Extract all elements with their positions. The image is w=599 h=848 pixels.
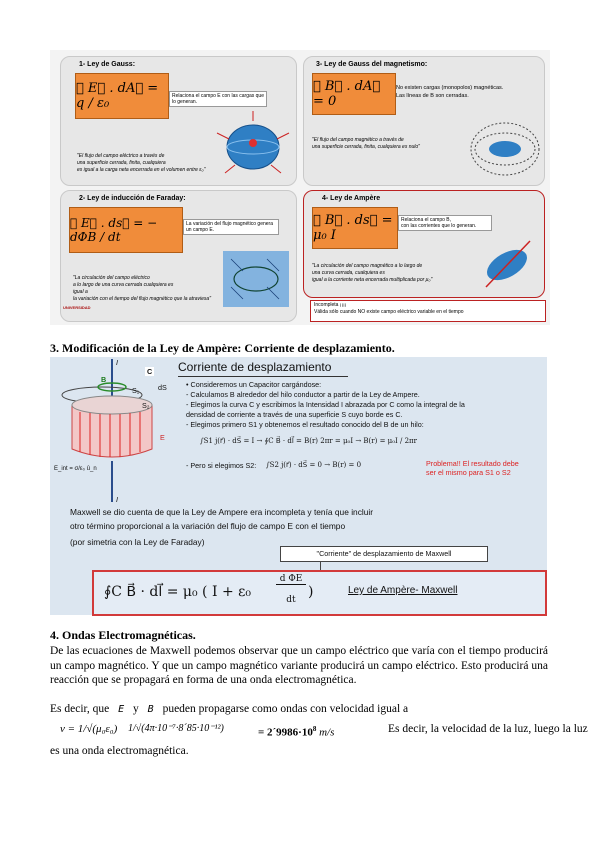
bullet-4: - Elegimos primero S1 y obtenemos el resultado conocido del B de un hilo:: [186, 420, 424, 429]
gauss-sphere-diagram: [211, 109, 293, 177]
ampere-warning-1: Incompleta ¡¡¡¡: [314, 302, 347, 308]
bullet-1: - Calculamos B alrededor del hilo conductor a partir de la Ley de Ampere.: [186, 390, 420, 399]
label-dS: dS: [158, 383, 167, 392]
gauss-law-card: [60, 56, 297, 186]
problem-line-1: Problema!! El resultado debe: [426, 459, 519, 468]
ampere-law-note: [398, 215, 492, 231]
velocity-value-main: = 2´9986·10: [258, 726, 313, 739]
gauss-magnetism-card: [303, 56, 545, 186]
capacitor-diagram: [50, 357, 180, 507]
gauss-law-quote-3: es igual a la carga neta encerrada en el volumen entre ε₀": [77, 167, 206, 173]
section-4-paragraph-2: [50, 702, 548, 718]
ampere-warning-box: [310, 300, 546, 322]
velocity-tail: Es decir, la velocidad de la luz, luego la luz: [388, 723, 588, 735]
section-3-heading: 3. Modificación de la Ley de Ampère: Corriente de desplazamiento.: [50, 341, 395, 355]
label-I-bottom: I: [116, 495, 118, 504]
equation-s2: ∫S2 j(r⃗) · dS⃗ = 0 → B(r) = 0: [266, 461, 362, 469]
p2-text-y: y: [133, 703, 139, 715]
gauss-magnetism-quote-2: una superficie cerrada, finita, cualquiera es nulo": [312, 144, 420, 150]
gauss-magnetism-title: 3- Ley de Gauss del magnetismo:: [316, 61, 428, 68]
gauss-law-note: Relaciona el campo E con las cargas que lo generan.: [169, 91, 267, 107]
ampere-loop-diagram: [476, 235, 538, 291]
maxwell-equations-figure: [50, 50, 550, 325]
gauss-law-quote-2: una superficie cerrada, finita, cualquiera: [77, 160, 166, 166]
p2-symbol-B: B: [147, 704, 154, 715]
label-B: B: [101, 375, 107, 384]
faraday-law-quote-3: igual a: [73, 289, 88, 295]
ampere-law-note-2: con las corrientes que lo generan.: [401, 223, 477, 229]
maxwell-line-1: Maxwell se dio cuenta de que la Ley de Ampere era incompleta y tenía que incluir: [70, 507, 374, 517]
fig2-title-underline: [178, 376, 348, 377]
label-E: E: [160, 433, 165, 442]
ampere-law-title: 4- Ley de Ampère: [322, 195, 381, 202]
ampere-law-quote-1: "La circulación del campo magnético a lo largo de: [312, 263, 423, 269]
velocity-equation-1: v = 1/√(μ₀ε₀): [60, 723, 118, 735]
ampere-maxwell-label: Ley de Ampère- Maxwell: [348, 585, 458, 596]
velocity-equation-2: 1/√(4π·10⁻⁷·8´85·10⁻¹²): [128, 723, 224, 734]
gauss-magnetism-note-1: No existen cargas (monopolos) magnéticas.: [396, 85, 504, 91]
final-equation-left: ∮C B⃗ · dl⃗ = μ₀ ( I + ε₀: [104, 584, 251, 600]
label-C: C: [147, 367, 153, 376]
faraday-law-note: La variación del flujo magnético genera un campo E.: [183, 219, 279, 235]
faraday-law-quote-4: la variación con el tiempo del flujo magnético que la atraviesa": [73, 296, 211, 302]
maxwell-line-3: (por simetria con la Ley de Faraday): [70, 537, 205, 547]
velocity-unit: m/s: [319, 726, 335, 739]
bullet-0: • Consideremos un Capacitor cargándose:: [186, 380, 322, 389]
ampere-law-quote-3: igual a la corriente neta encerrada multiplicada por μ₀": [312, 277, 433, 283]
faraday-law-title: 2- Ley de inducción de Faraday:: [79, 195, 186, 202]
ampere-warning-2: Válida sólo cuando NO existe campo eléctrico variable en el tiempo: [314, 309, 464, 315]
faraday-law-equation: ∮ E⃗ . ds⃗ = − dΦB / dt: [69, 207, 183, 253]
gauss-law-equation: ∮ E⃗ . dA⃗ = q / ε₀: [75, 73, 169, 119]
velocity-value: [258, 722, 334, 740]
problem-line-2: ser el mismo para S1 o S2: [426, 468, 511, 477]
faraday-loop-diagram: [221, 249, 291, 309]
label-S2: S₂: [142, 401, 150, 410]
label-I-top: I: [116, 358, 118, 367]
displacement-current-callout: "Corriente" de desplazamiento de Maxwell: [280, 546, 488, 562]
magnetic-field-lines-diagram: [469, 117, 541, 181]
gauss-law-quote-1: "El flujo del campo eléctrico a través de: [77, 153, 165, 159]
section-4-heading: 4. Ondas Electromagnéticas.: [50, 628, 196, 642]
ampere-law-equation: ∮ B⃗ . ds⃗ = μ₀ I: [312, 207, 398, 249]
section-4-paragraph-1: De las ecuaciones de Maxwell podemos observar que un campo eléctrico que varía con el tiempo producirá un campo magnético. Y que un campo magnético variante producirá un campo eléctrico. Esto producirá una reacción que se propagará en forma de una onda electromagnética.: [50, 645, 548, 686]
p2-text-b: pueden propagarse como ondas con velocidad igual a: [162, 703, 409, 715]
final-equation-frac-top: d ΦE: [276, 575, 306, 585]
fig2-title: Corriente de desplazamiento: [178, 360, 332, 374]
gauss-magnetism-equation: ∮ B⃗ . dA⃗ = 0: [312, 73, 396, 115]
p2-text-a: Es decir, que: [50, 703, 110, 715]
gauss-magnetism-note-2: Las líneas de B son cerradas.: [396, 93, 469, 99]
faraday-law-quote-2: a lo largo de una curva cerrada cualquiera es: [73, 282, 174, 288]
label-S1: S₁: [132, 386, 140, 395]
velocity-exponent: 8: [312, 725, 317, 733]
displacement-current-figure: [50, 357, 547, 615]
bullet-3: densidad de corriente a través de una superficie S cuyo borde es C.: [186, 410, 403, 419]
p2-symbol-E: E: [118, 704, 125, 715]
faraday-law-quote-1: "La circulación del campo eléctrico: [73, 275, 150, 281]
ampere-law-quote-2: una curva cerrada, cualquiera es: [312, 270, 385, 276]
gauss-law-title: 1- Ley de Gauss:: [79, 61, 136, 68]
faraday-law-card: [60, 190, 297, 322]
maxwell-line-2: otro término proporcional a la variación del flujo de campo E con el tiempo: [70, 521, 346, 531]
ampere-law-note-1: Relaciona el campo B,: [401, 217, 452, 223]
gauss-magnetism-quote-1: "El flujo del campo magnético a través de: [312, 137, 404, 143]
pero-line: - Pero si elegimos S2:: [186, 461, 257, 470]
label-Eint: E_int = σ/ε₀ û_n: [54, 466, 97, 472]
university-logo: UNIVERSIDAD: [63, 305, 91, 310]
ampere-law-card: [303, 190, 545, 298]
bullet-2: - Elegimos la curva C y escribimos la Intensidad I abrazada por C como la integral de la: [186, 400, 465, 409]
final-equation-frac-bottom: dt: [286, 595, 296, 605]
equation-s1: ∫S1 j(r⃗) · dS⃗ = I → ∮C B⃗ · dl⃗ = B(r) 2πr = μ₀I → B(r) = μ₀I / 2πr: [200, 437, 417, 445]
section-4-paragraph-3: es una onda electromagnética.: [50, 745, 189, 757]
final-equation-right: ): [308, 584, 314, 600]
